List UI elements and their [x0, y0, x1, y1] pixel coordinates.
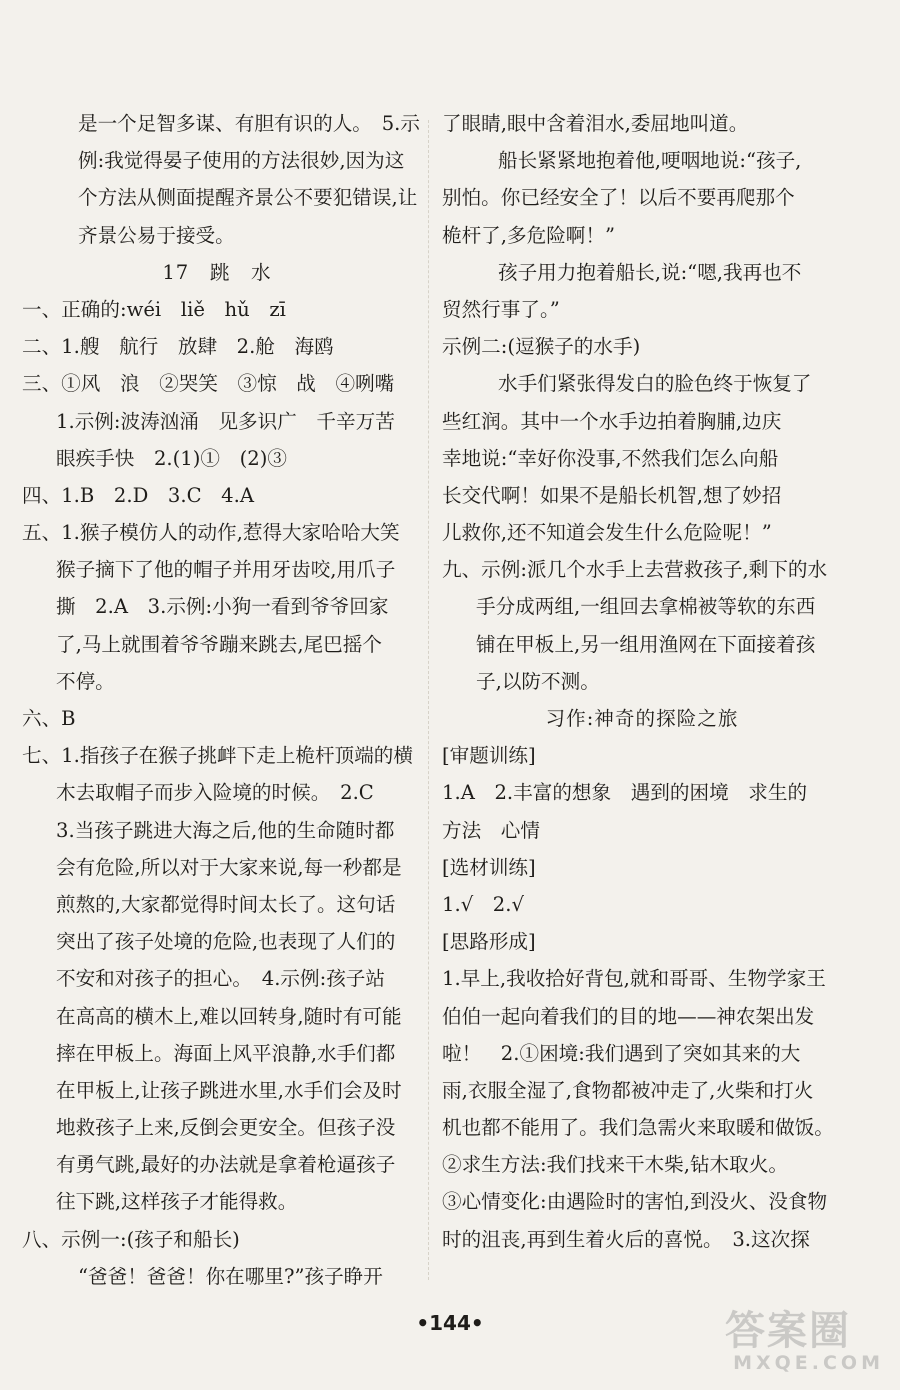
text-line: 了,马上就围着爷爷蹦来跳去,尾巴摇个 — [56, 632, 382, 656]
text-line: 猴子摘下了他的帽子并用牙齿咬,用爪子 — [56, 558, 396, 582]
section-heading: 习作:神奇的探险之旅 — [545, 707, 739, 730]
text-line: 贸然行事了。” — [442, 297, 560, 321]
text-line: 船长紧紧地抱着他,哽咽地说:“孩子, — [498, 149, 802, 173]
text-line: 有勇气跳,最好的办法就是拿着枪逼孩子 — [56, 1153, 396, 1177]
text-line: 了眼睛,眼中含着泪水,委屈地叫道。 — [442, 112, 749, 135]
text-line: 示例二:(逗猴子的水手) — [442, 335, 641, 359]
text-line: 会有危险,所以对于大家来说,每一秒都是 — [56, 855, 402, 879]
text-line: 突出了孩子处境的危险,也表现了人们的 — [56, 930, 396, 954]
text-line: 三、①风 浪 ②哭笑 ③惊 战 ④咧嘴 — [22, 372, 395, 396]
column-divider — [428, 120, 429, 1280]
watermark-logo — [725, 1310, 890, 1380]
text-line: 在高高的横木上,难以回转身,随时有可能 — [56, 1004, 402, 1028]
text-line: 九、示例:派几个水手上去营救孩子,剩下的水 — [442, 558, 828, 582]
watermark-text-bottom: MXQE.COM — [733, 1352, 884, 1374]
text-line: 个方法从侧面提醒齐景公不要犯错误,让 — [78, 186, 418, 210]
right-column — [442, 105, 842, 1258]
text-line: 一、正确的:wéi liě hǔ zī — [22, 297, 286, 321]
text-line: 五、1.猴子模仿人的动作,惹得大家哈哈大笑 — [22, 521, 400, 545]
text-line: [审题训练] — [442, 744, 536, 768]
text-line: 啦！ 2.①困境:我们遇到了突如其来的大 — [442, 1041, 801, 1065]
text-line: 摔在甲板上。海面上风平浪静,水手们都 — [56, 1041, 396, 1065]
text-line: 在甲板上,让孩子跳进水里,水手们会及时 — [56, 1078, 402, 1102]
text-line: 八、示例一:(孩子和船长) — [22, 1227, 240, 1251]
text-line: 例:我觉得晏子使用的方法很妙,因为这 — [78, 149, 405, 173]
text-line: 1.早上,我收拾好背包,就和哥哥、生物学家王 — [442, 967, 826, 991]
text-line: 别怕。你已经安全了！以后不要再爬那个 — [442, 186, 795, 210]
text-line: 地救孩子上来,反倒会更安全。但孩子没 — [56, 1116, 396, 1140]
text-line: 水手们紧张得发白的脸色终于恢复了 — [498, 372, 812, 396]
text-line: 木去取帽子而步入险境的时候。 2.C — [56, 781, 374, 805]
text-line: 七、1.指孩子在猴子挑衅下走上桅杆顶端的横 — [22, 744, 413, 768]
text-line: 雨,衣服全湿了,食物都被冲走了,火柴和打火 — [442, 1078, 814, 1102]
text-line: 是一个足智多谋、有胆有识的人。 5.示 — [78, 112, 420, 135]
text-line: [选材训练] — [442, 855, 536, 879]
text-line: 往下跳,这样孩子才能得救。 — [56, 1190, 298, 1214]
text-line: 二、1.艘 航行 放肆 2.舱 海鸥 — [22, 335, 334, 359]
text-line: 手分成两组,一组回去拿棉被等软的东西 — [476, 595, 816, 619]
text-line: 长交代啊！如果不是船长机智,想了妙招 — [442, 483, 782, 507]
text-line: 不停。 — [56, 669, 115, 693]
page-number: •144• — [416, 1311, 484, 1335]
text-line: [思路形成] — [442, 930, 536, 954]
text-line: 子,以防不测。 — [476, 669, 600, 693]
text-line: 机也都不能用了。我们急需火来取暖和做饭。 — [442, 1116, 834, 1140]
text-line: 伯伯一起向着我们的目的地——神农架出发 — [442, 1004, 815, 1028]
text-line: 1.√ 2.√ — [442, 892, 524, 916]
text-line: ②求生方法:我们找来干木柴,钻木取火。 — [442, 1153, 788, 1177]
text-line: 不安和对孩子的担心。 4.示例:孩子站 — [56, 967, 385, 991]
watermark-text-top: 答案圈 — [725, 1308, 851, 1354]
text-line: 1.A 2.丰富的想象 遇到的困境 求生的 — [442, 781, 808, 805]
text-line: 幸地说:“幸好你没事,不然我们怎么向船 — [442, 446, 779, 470]
section-heading: 17 跳 水 — [162, 260, 272, 284]
text-line: 1.示例:波涛汹涌 见多识广 千辛万苦 — [56, 409, 395, 433]
text-line: 六、B — [22, 707, 76, 730]
text-line: 3.当孩子跳进大海之后,他的生命随时都 — [56, 818, 395, 842]
text-line: 齐景公易于接受。 — [78, 223, 235, 247]
text-line: 四、1.B 2.D 3.C 4.A — [22, 483, 254, 507]
text-line: 孩子用力抱着船长,说:“嗯,我再也不 — [498, 260, 802, 284]
text-line: 桅杆了,多危险啊！” — [442, 223, 615, 247]
text-line: 眼疾手快 2.(1)① (2)③ — [56, 446, 287, 470]
text-line: 铺在甲板上,另一组用渔网在下面接着孩 — [476, 632, 816, 656]
text-line: 时的沮丧,再到生着火后的喜悦。 3.这次探 — [442, 1227, 810, 1251]
text-line: 儿救你,还不知道会发生什么危险呢！” — [442, 521, 772, 545]
text-line: 方法 心情 — [442, 818, 540, 842]
text-line: 撕 2.A 3.示例:小狗一看到爷爷回家 — [56, 595, 389, 619]
text-line: 些红润。其中一个水手边拍着胸脯,边庆 — [442, 409, 782, 433]
text-line: “爸爸！爸爸！你在哪里?”孩子睁开 — [78, 1264, 383, 1288]
left-column — [22, 105, 420, 1295]
text-line: 煎熬的,大家都觉得时间太长了。这句话 — [56, 892, 396, 916]
text-line: ③心情变化:由遇险时的害怕,到没火、没食物 — [442, 1190, 828, 1214]
